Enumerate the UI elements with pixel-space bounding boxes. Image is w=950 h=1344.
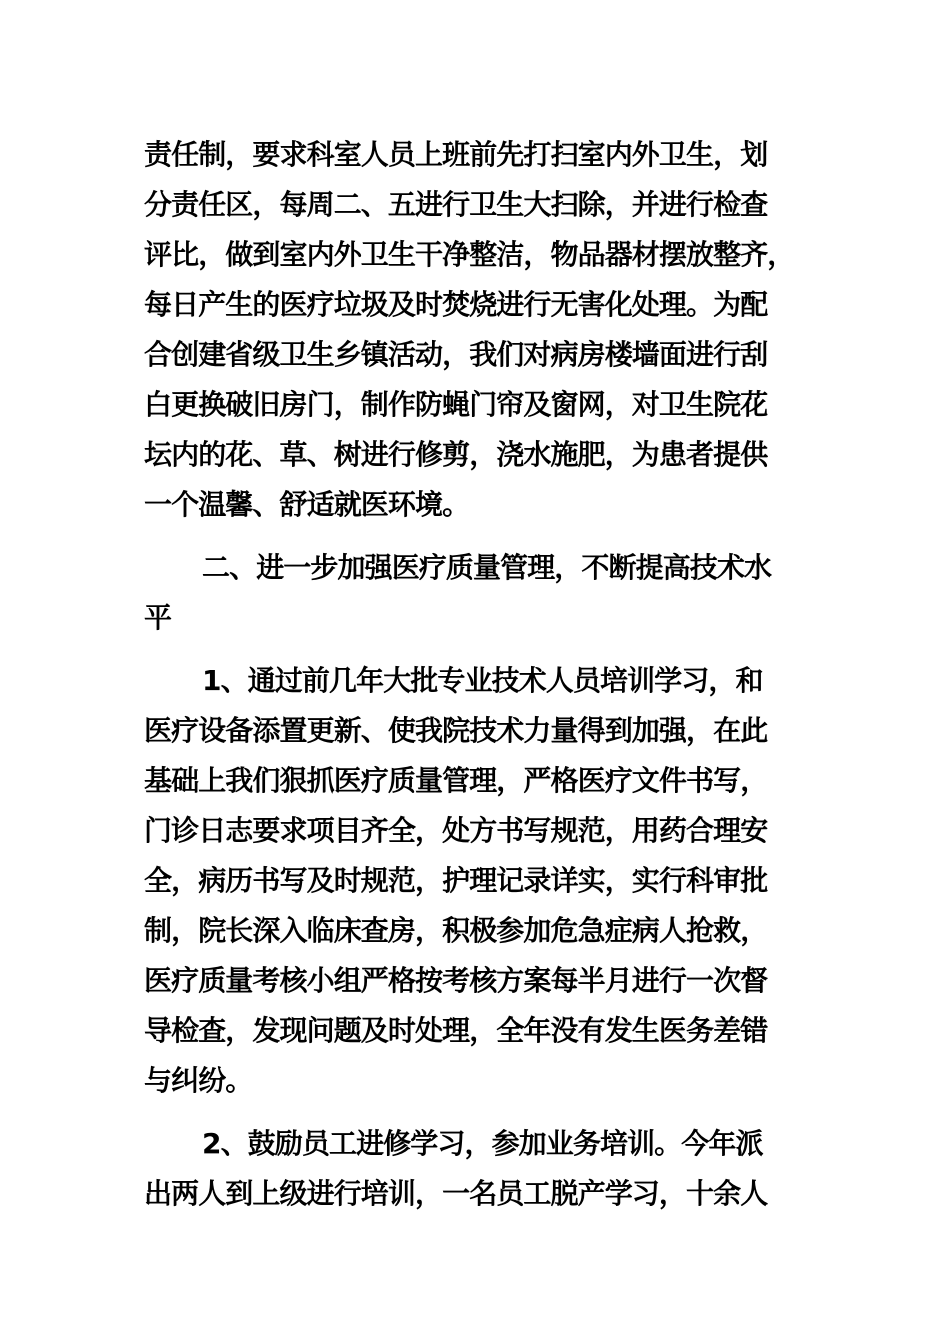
section-heading-quality	[144, 543, 814, 643]
text-line: 坛内的花、草、树进行修剪，浇水施肥，为患者提供	[144, 438, 768, 471]
text-line: 一个温馨、舒适就医环境。	[144, 488, 470, 521]
text-line: 导检查，发现问题及时处理，全年没有发生医务差错	[144, 1014, 768, 1047]
text-line: 1、通过前几年大批专业技术人员培训学习，和	[202, 664, 763, 697]
paragraph-gap	[144, 1106, 814, 1119]
paragraph-gap	[144, 530, 814, 543]
text-line: 出两人到上级进行培训，一名员工脱产学习，十余人	[144, 1177, 768, 1210]
heading-line: 平	[144, 601, 172, 634]
text-line: 制，院长深入临床查房，积极参加危急症病人抢救，	[144, 914, 768, 947]
text-line: 医疗质量考核小组严格按考核方案每半月进行一次督	[144, 964, 768, 997]
text-line: 分责任区，每周二、五进行卫生大扫除，并进行检查	[144, 188, 768, 221]
document-body	[144, 130, 814, 1219]
text-line: 合创建省级卫生乡镇活动，我们对病房楼墙面进行刮	[144, 338, 768, 371]
paragraph-sanitation	[144, 130, 814, 530]
text-line: 白更换破旧房门，制作防蝇门帘及窗网，对卫生院花	[144, 388, 768, 421]
text-line: 责任制，要求科室人员上班前先打扫室内外卫生，划	[144, 138, 768, 171]
text-line: 每日产生的医疗垃圾及时焚烧进行无害化处理。为配	[144, 288, 768, 321]
paragraph-item-2	[144, 1119, 814, 1219]
text-line: 全，病历书写及时规范，护理记录详实，实行科审批	[144, 864, 768, 897]
text-line: 与纠纷。	[144, 1064, 253, 1097]
text-line: 2、鼓励员工进修学习，参加业务培训。今年派	[202, 1127, 763, 1160]
text-line: 医疗设备添置更新、使我院技术力量得到加强，在此	[144, 714, 768, 747]
text-line: 门诊日志要求项目齐全，处方书写规范，用药合理安	[144, 814, 768, 847]
paragraph-item-1	[144, 656, 814, 1106]
text-line: 基础上我们狠抓医疗质量管理，严格医疗文件书写，	[144, 764, 768, 797]
paragraph-gap	[144, 643, 814, 656]
heading-line: 二、进一步加强医疗质量管理，不断提高技术水	[202, 551, 772, 584]
text-line: 评比，做到室内外卫生干净整洁，物品器材摆放整齐，	[144, 238, 795, 271]
